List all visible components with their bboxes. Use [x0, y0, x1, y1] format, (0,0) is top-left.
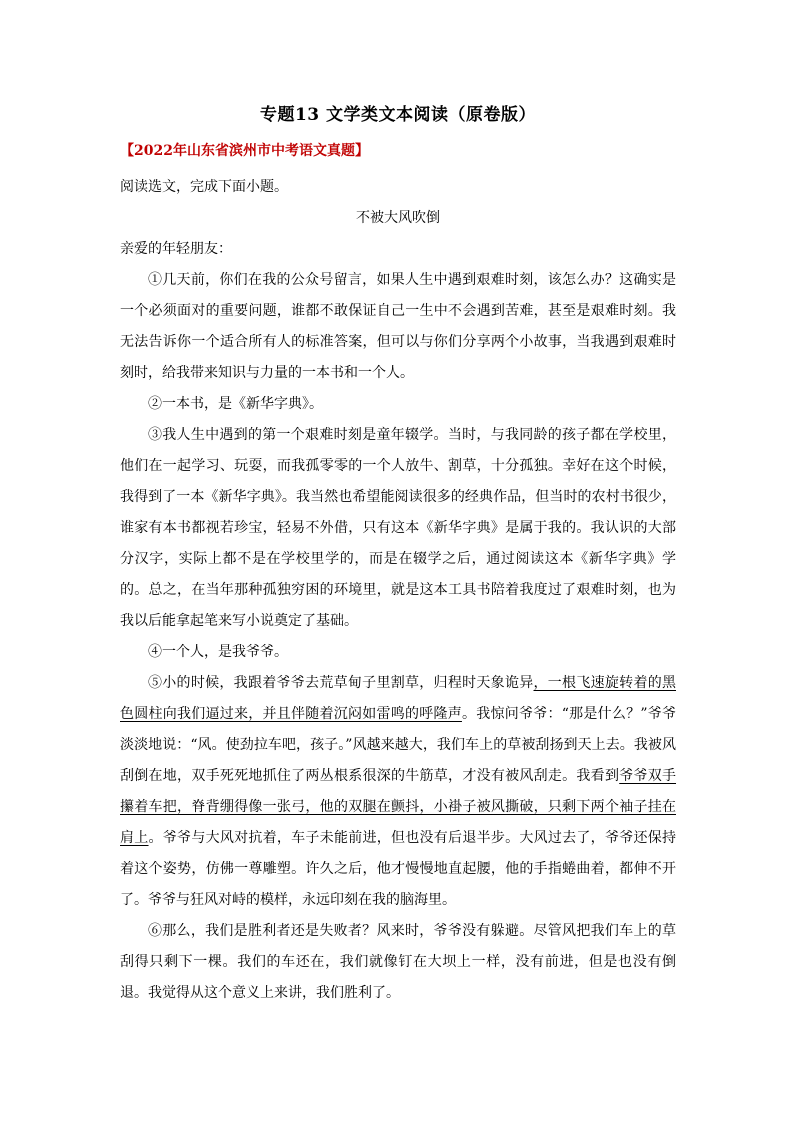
- paragraph-5-text-c: 。爷爷与大风对抗着，车子未能前进，但也没有后退半步。大风过去了，爷爷还保持着这个姿势，仿佛一尊雕塑。许久之后，他才慢慢地直起腰，他的手指蜷曲着，都伸不开了。爷爷与狂风对峙的模样，永远印刻在我的脑海里。: [120, 830, 677, 908]
- paragraph-4: ④一个人，是我爷爷。: [148, 644, 288, 660]
- paragraph-3: ③我人生中遇到的第一个艰难时刻是童年辍学。当时，与我同龄的孩子都在学校里，他们在一起学习、玩耍，而我孤零零的一个人放牛、割草，十分孤独。幸好在这个时候，我得到了一本《新华字典》。我当然也希望能阅读很多的经典作品，但当时的农村书很少，谁家有本书都视若珍宝，轻易不外借，只有这本《新华字典》是属于我的。我认识的大部分汉字，实际上都不是在学校里学的，而是在辍学之后，通过阅读这本《新华字典》学的。总之，在当年那种孤独穷困的环境里，就是这本工具书陪着我度过了艰难时刻，也为我以后能拿起笔来写小说奠定了基础。: [120, 427, 676, 629]
- underlined-sentence-1: ，一根飞速旋转着的黑色圆柱向我们逼过来，并且伴随着沉闷如雷鸣的呼隆声: [120, 675, 676, 722]
- underlined-sentence-2: 爷爷双手攥着车把，脊背绷得像一张弓，他的双腿在颤抖，小褂子被风撕破，只剩下两个袖子挂在肩上: [120, 768, 677, 846]
- article-title: 不被大风吹倒: [356, 210, 440, 226]
- document-page: [120, 102, 676, 1009]
- instruction-text: 阅读选文，完成下面小题。: [120, 179, 288, 195]
- paragraph-5-text-b: 。我惊问爷爷：“那是什么？”爷爷淡淡地说：“风。使劲拉车吧，孩子。”风越来越大，我们车上的草被刮扬到天上去。我被风刮倒在地，双手死死地抓住了两丛根系很深的牛筋草，才没有被风刮走。我看到: [120, 706, 676, 784]
- page-title: 专题13 文学类文本阅读（原卷版）: [259, 105, 537, 125]
- paragraph-6: ⑥那么，我们是胜利者还是失败者？风来时，爷爷没有躲避。尽管风把我们车上的草刮得只剩下一棵。我们的车还在，我们就像钉在大坝上一样，没有前进，但是也没有倒退。我觉得从这个意义上来讲，我们胜利了。: [120, 923, 676, 1001]
- paragraph-1: ①几天前，你们在我的公众号留言，如果人生中遇到艰难时刻，该怎么办？这确实是一个必须面对的重要问题，谁都不敢保证自己一生中不会遇到苦难，甚至是艰难时刻。我无法告诉你一个适合所有人的标准答案，但可以与你们分享两个小故事，当我遇到艰难时刻时，给我带来知识与力量的一本书和一个人。: [120, 272, 676, 381]
- salutation: 亲爱的年轻朋友：: [120, 241, 232, 257]
- exam-source-label: 【2022年山东省滨州市中考语文真题】: [120, 143, 369, 159]
- paragraph-5: [120, 668, 676, 916]
- paragraph-5-text-a: ⑤小的时候，我跟着爷爷去荒草甸子里割草，归程时天象诡异: [148, 675, 534, 691]
- paragraph-2: ②一本书，是《新华字典》。: [148, 396, 323, 412]
